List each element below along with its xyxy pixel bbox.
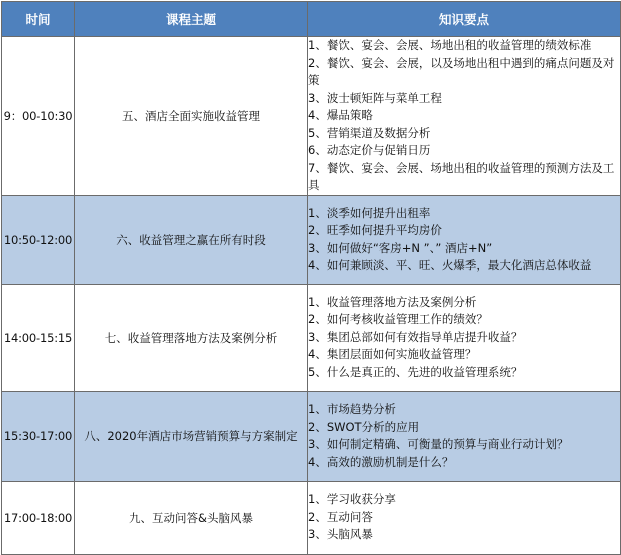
point-item: 1、市场趋势分析: [308, 402, 396, 416]
point-item: 3、头脑风暴: [308, 527, 373, 542]
session-time: 10:50-12:00: [2, 195, 75, 284]
point-item: 4、爆品策略: [308, 108, 373, 122]
point-item: 5、什么是真正的、先进的收益管理系统？: [308, 364, 523, 379]
header-points: 知识要点: [308, 2, 621, 37]
point-item: 4、如何兼顾淡、平、旺、火爆季，最大化酒店总体收益: [308, 258, 592, 272]
point-item: 2、如何考核收益管理工作的绩效？: [308, 312, 488, 327]
point-item: 4、高效的激励机制是什么？: [308, 454, 454, 469]
session-points: [308, 284, 621, 391]
point-item: 1、餐饮、宴会、会展、场地出租的收益管理的绩效标准: [308, 38, 592, 52]
session-points: [308, 37, 621, 196]
session-time: 14:00-15:15: [2, 284, 75, 391]
header-time: 时间: [2, 2, 75, 37]
session-points: [308, 391, 621, 481]
point-item: 1、淡季如何提升出租率: [308, 205, 431, 220]
point-item: 6、动态定价与促销日历: [308, 143, 431, 157]
point-item: 1、收益管理落地方法及案例分析: [308, 294, 477, 309]
point-item: 3、波士顿矩阵与菜单工程: [308, 90, 442, 105]
session-topic: 七、收益管理落地方法及案例分析: [75, 284, 308, 391]
session-topic: 九、互动问答&头脑风暴: [75, 481, 308, 554]
point-item: 7、餐饮、宴会、会展、场地出租的收益管理的预测方法及工具: [308, 160, 615, 192]
course-schedule-table: [1, 1, 621, 555]
session-time: 17:00-18:00: [2, 481, 75, 554]
point-item: 2、旺季如何提升平均房价: [308, 223, 442, 237]
header-row: [2, 2, 621, 37]
point-item: 2、SWOT分析的应用: [308, 419, 420, 434]
session-time: 9：00-10:30: [2, 37, 75, 196]
session-row: [2, 481, 621, 554]
point-item: 2、餐饮、宴会、会展，以及场地出租中遇到的痛点问题及对策: [308, 55, 615, 87]
session-row: [2, 284, 621, 391]
session-row: [2, 391, 621, 481]
session-row: [2, 195, 621, 284]
point-item: 5、营销渠道及数据分析: [308, 125, 431, 140]
session-time: 15:30-17:00: [2, 391, 75, 481]
session-row: [2, 37, 621, 196]
session-topic: 六、收益管理之赢在所有时段: [75, 195, 308, 284]
session-topic: 八、2020年酒店市场营销预算与方案制定: [75, 391, 308, 481]
session-points: [308, 195, 621, 284]
point-item: 3、如何做好“客房+N ”、” 酒店+N”: [308, 240, 493, 255]
point-item: 3、集团总部如何有效指导单店提升收益？: [308, 329, 523, 344]
point-item: 4、集团层面如何实施收益管理？: [308, 347, 477, 362]
point-item: 2、互动问答: [308, 509, 373, 524]
session-points: [308, 481, 621, 554]
header-topic: 课程主题: [75, 2, 308, 37]
session-topic: 五、酒店全面实施收益管理: [75, 37, 308, 196]
point-item: 1、学习收获分享: [308, 492, 396, 507]
point-item: 3、如何制定精确、可衡量的预算与商业行动计划？: [308, 437, 569, 451]
